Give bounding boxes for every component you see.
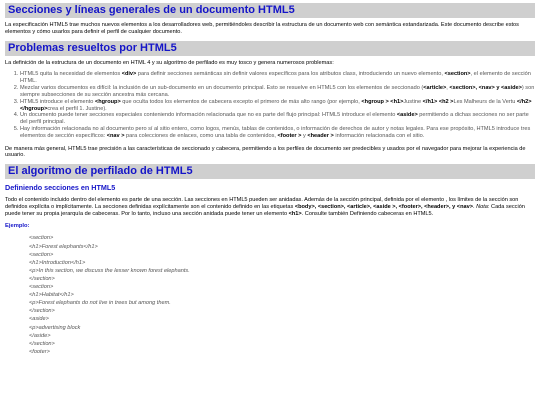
code-line: <h1>Introduction</h1> [29, 259, 86, 266]
example-label: Ejemplo: [5, 223, 30, 230]
code-line: </section> [29, 275, 55, 282]
list-item: 3. HTML5 introduce el elemento <hgroup> que oculta todos los elementos de cabecera excepto el primero de más alto rango (por ejemplo, <hgroup > <h1>Justine </h1> <h2 >Les Malheurs de la Vertu </h2> </hgroup>crea el perfil 1. Justine). [20, 99, 535, 113]
code-line: </section> [29, 308, 55, 315]
code-line: <section> [29, 284, 54, 291]
code-line: <h1>Habitat</h1> [29, 292, 74, 299]
code-line: </section> [29, 340, 55, 347]
sections-paragraph: Todo el contenido incluido dentro del elemento es parte de una sección. Las secciones en HTML5 pueden ser anidadas. Además de la sección principal, definida por el elemento , los límites de la sección son definidos explícita o implícitamente. La secciones definidas explícitamente son el contenido definido en las etiquetas <body>, <section>, <article>, <aside >, <footer>, <header>, y <nav>. Nota: Cada sección puede tener su propia jerarquía de cabeceras. Por lo tanto, incluso una sección anidada puede tener un elemento <h1>. Consulte también Definiendo cabeceras en HTML5. [5, 196, 525, 217]
code-line: <p>Forest elephants do not live in trees but among them. [29, 300, 171, 307]
list-item: 2. Mezclar varios documentos es difícil: la inclusión de un sub-documento en un documento principal. Esto se resuelve en HTML5 con los elementos de seccionado (<article>, <section>, <nav> y <aside>) son siempre subsecciones de su sección ancestra más cercana. [20, 85, 535, 99]
subsection-heading: Definiendo secciones en HTML5 [5, 183, 116, 193]
intro-paragraph: La especificación HTML5 trae muchos nuevos elementos a los desarrolladores web, permitiéndoles describir la estructura de un documento web con semántica estandarizada. Este documento describe estos elementos y cómo usarlos para definir el perfil de cualquier documento. [5, 22, 519, 35]
code-line: <p>In this section, we discuss the lesser known forest elephants. [29, 267, 190, 274]
code-line: <section> [29, 251, 54, 258]
section-heading-1: Secciones y líneas generales de un documento HTML5 [5, 3, 535, 18]
section-heading-3: El algoritmo de perfilado de HTML5 [5, 164, 535, 179]
code-line: <footer> [29, 348, 50, 355]
problems-list [5, 71, 535, 139]
code-line: <aside> [29, 316, 49, 323]
code-line: <h1>Forest elephants</h1> [29, 243, 98, 250]
code-example [5, 234, 535, 355]
code-line: </aside> [29, 332, 51, 339]
list-item: 5. Hay información relacionada no al documento pero sí al sitio entero, como logos, menús, tablas de contenidos, o información de derechos de autor y notas legales. Para ese propósito, HTML5 introduce tres elementos de sección específicos: <nav > para colecciones de enlaces, como una tabla de contenidos, <footer > y <header > información relacionada con el sitio. [20, 126, 535, 140]
code-line: <section> [29, 235, 54, 242]
section-heading-2: Problemas resueltos por HTML5 [5, 41, 535, 56]
problems-intro: La definición de la estructura de un documento en HTML 4 y su algoritmo de perfilado es muy tosco y genera numerosos problemas: [5, 59, 334, 66]
list-item: 1. HTML5 quita la necesidad de elementos <div> para definir secciones semánticas sin definir valores específicos para los atributos class, introduciendo un nuevo elemento, <section>, el elemento de sección HTML. [20, 71, 535, 85]
code-line: <p>advertising block [29, 324, 81, 331]
problems-closing: De manera más general, HTML5 trae precisión a las características de seccionado y cabecera, permitiendo a los perfiles de documento ser predecibles y usados por el navegador para mejorar la experiencia de usuario. [5, 145, 526, 159]
list-item: 4. Un documento puede tener secciones especiales conteniendo información relacionada que no es parte del flujo principal: HTML5 introduce el elemento <aside> permitiendo a dichas secciones no ser parte del perfil principal. [20, 112, 535, 126]
